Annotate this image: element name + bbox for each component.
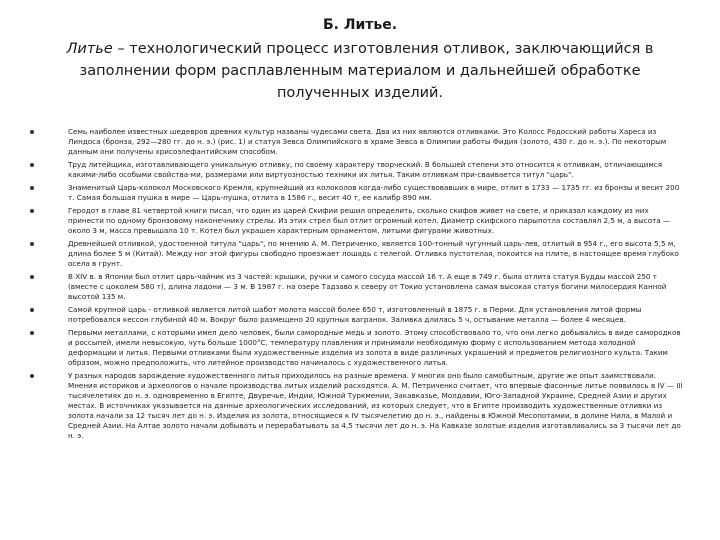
- bullet-dot-icon: [30, 186, 34, 190]
- bullet-item: [30, 371, 684, 441]
- bullet-text: Геродот в главе 81 четвертой книги писал, что один из царей Скифии решил определить, сколько скифов живет на свете, и приказал каждому из них принести по одному бронзовому наконечнику стрелы. Из этих стрел был отлит огромный котел. Диаметр скифского парыпотла составлял 2,5 м, а высота — около 3 м, масса превышала 10 т. Котел был украшен характерным орнаментом, литыми фигурами животных.: [68, 206, 671, 235]
- bullet-text: Труд литейщика, изготавливающего уникальную отливку, по своему характеру творческий. В большей степени это относится к отливкам, отличающимся какими-либо особыми свойства-ми, размерами или виртуозностью техники их литья. Таким отливкам при-сваивается титул "царь".: [68, 160, 663, 179]
- bullet-text: Самой крупной царь - отливкой является литой шабот молота массой более 650 т, изготовленный в 1875 г. в Перми. Для установления литой формы потребовался кессон глубиной 40 м. Вокруг было размещено 20 крупных вагранок. Заливка длилась 5 ч, остывание металла — более 4 месяцев.: [68, 305, 642, 324]
- slide-title: Б. Литье.: [322, 17, 398, 33]
- definition-paragraph: [40, 38, 680, 104]
- bullet-dot-icon: [30, 242, 34, 246]
- definition-text: – технологический процесс изготовления отливок, заключающийся в заполнении форм расплавленным материалом и дальнейшей обработке полученных изделий.: [79, 41, 654, 101]
- bullet-text: Знаменитый Царь-колокол Московского Кремля, крупнейший из колоколов когда-либо существовавших в мире, отлит в 1733 — 1735 гг. из бронзы и весит 200 т. Самая большая пушка в мире — Царь-пушка, отлита в 1586 г., весит 40 т, ее калибр 890 мм.: [68, 183, 680, 202]
- bullet-dot-icon: [30, 130, 34, 134]
- bullet-dot-icon: [30, 308, 34, 312]
- bullet-dot-icon: [30, 209, 34, 213]
- bullet-text: Древнейшей отливкой, удостоенной титула "царь", по мнению А. М. Петриченко, является 100-тонный чугунный царь-лев, отлитый в 954 г., его высота 5,5 м, длина более 5 м (Китай). Между ног этой фигуры свободно проезжает лошадь с телегой. Отливка пустотелая, покоится на плите, в настоящее время глубоко осела в грунт.: [68, 239, 679, 268]
- bullet-list: [30, 127, 684, 444]
- bullet-item: [30, 328, 684, 368]
- bullet-dot-icon: [30, 331, 34, 335]
- bullet-item: [30, 272, 684, 302]
- bullet-item: [30, 239, 684, 269]
- bullet-dot-icon: [30, 374, 34, 378]
- bullet-item: [30, 305, 684, 325]
- bullet-item: [30, 206, 684, 236]
- bullet-dot-icon: [30, 275, 34, 279]
- bullet-text: В XIV в. в Японии был отлит царь-чайник из 3 частей: крышки, ручки и самого сосуда массой 16 т. А еще в 749 г. была отлита статуя Будды массой 250 т (вместе с цоколем 580 т), длина ладони — 3 м. В 1987 г. на озере Тадзаво к северу от Токио установлена самая высокая статуя богини милосердия Канной высотой 135 м.: [68, 272, 667, 301]
- bullet-dot-icon: [30, 163, 34, 167]
- bullet-text: Семь наиболее известных шедевров древних культур названы чудесами света. Два из них являются отливками. Это Колосс Родосский работы Хареса из Линдоса (бронза, 292—280 гг. до н. э.) (рис. 1) и статуя Зевса Олимпийского в храме Зевса в Олимпии работы Фидия (золото, 430 г. до н. э.). По некоторым данным они получены хрисоэлефантийским способом.: [68, 127, 667, 156]
- bullet-item: [30, 127, 684, 157]
- bullet-text: У разных народов зарождение художественного литья приходилось на разные времена. У многих оно было самобытным, другие же опыт заимствовали. Мнения историков и археологов о начале производства литых изделий расходятся. А. М. Петриченко считает, что впервые фасонные литье появилось в IV — III тысячелетиях до н. э. одновременно в Египте, Двуречье, Индии, Южной Туркмении, Закавказье, Молдавии, Юго-Западной Украине, Средней Азии и других местах. В источниках указывается на данные археологических исследований, из которых следует, что в Египте производить художественные отливки из золота начали за 12 тысяч лет до н. э. Изделия из золота, относящиеся к IV тысячелетию до н. э., найдены в Южной Месопотамии, в долине Нила, в Малой и Средней Азии. На Алтае золото начали добывать и перерабатывать за 4,5 тысячи лет до н. э. На Кавказе золотые изделия изготавливались за 3 тысячи лет до н. э.: [68, 371, 683, 440]
- bullet-item: [30, 183, 684, 203]
- bullet-item: [30, 160, 684, 180]
- definition-term: Литье: [66, 41, 113, 57]
- slide-header: [40, 16, 680, 104]
- bullet-text: Первыми металлами, с которыми имел дело человек, были самородные медь и золото. Этому способствовало то, что они легко добывались в виде самородков и россыпей, имели невысокую, чуть больше 1000°С, температуру плавления и принимали необходимую форму с использованием метода холодной деформации и литья. Первыми отливками были художественные изделия из золота в виде различных украшений и предметов религиозного культа. Таким образом, можно предположить, что литейное производство начиналось с художественного литья.: [68, 328, 681, 367]
